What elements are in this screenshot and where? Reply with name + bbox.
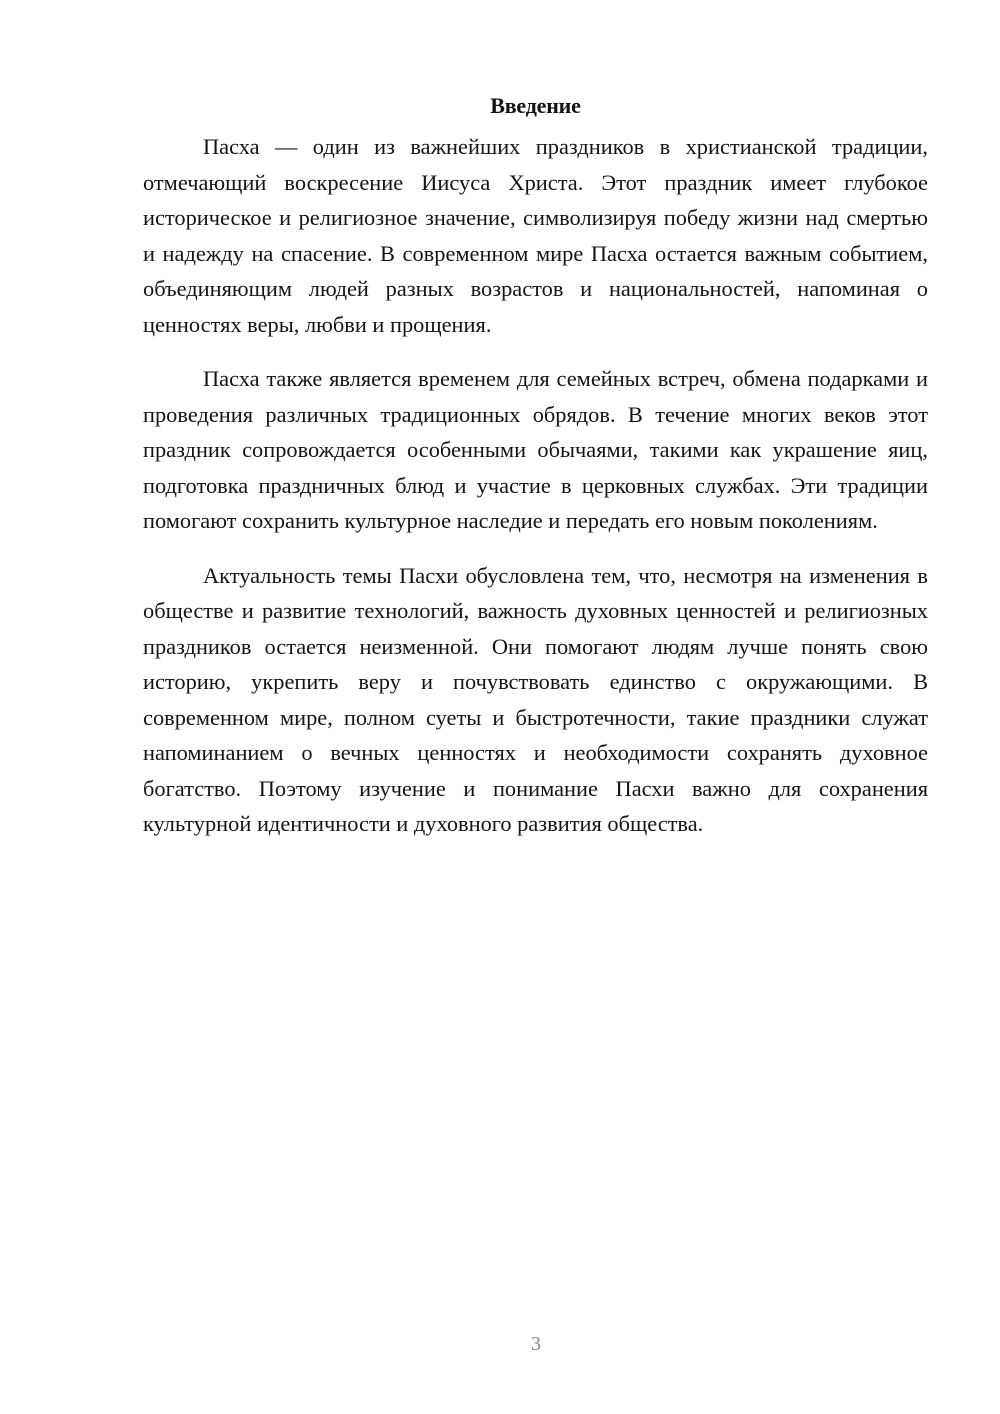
paragraph-1: Пасха — один из важнейших праздников в христианской традиции, отмечающий воскресение Иисуса Христа. Этот праздник имеет глубокое историческое и религиозное значение, символизируя победу жизни над смертью и надежду на спасение. В современном мире Пасха остается важным событием, объединяющим людей разных возрастов и национальностей, напоминая о ценностях веры, любви и прощения. [143, 134, 928, 337]
page-number: 3 [531, 1333, 541, 1355]
section-heading: Введение [490, 93, 581, 118]
paragraph-3: Актуальность темы Пасхи обусловлена тем, что, несмотря на изменения в обществе и развитие технологий, важность духовных ценностей и религиозных праздников остается неизменной. Они помогают людям лучше понять свою историю, укрепить веру и почувствовать единство с окружающими. В современном мире, полном суеты и быстротечности, такие праздники служат напоминанием о вечных ценностях и необходимости сохранять духовное богатство. Поэтому изучение и понимание Пасхи важно для сохранения культурной идентичности и духовного развития общества. [143, 562, 928, 836]
page-content [143, 92, 928, 861]
paragraph-2: Пасха также является временем для семейных встреч, обмена подарками и проведения различных традиционных обрядов. В течение многих веков этот праздник сопровождается особенными обычаями, такими как украшение яиц, подготовка праздничных блюд и участие в церковных службах. Эти традиции помогают сохранить культурное наследие и передать его новым поколениям. [143, 366, 928, 533]
